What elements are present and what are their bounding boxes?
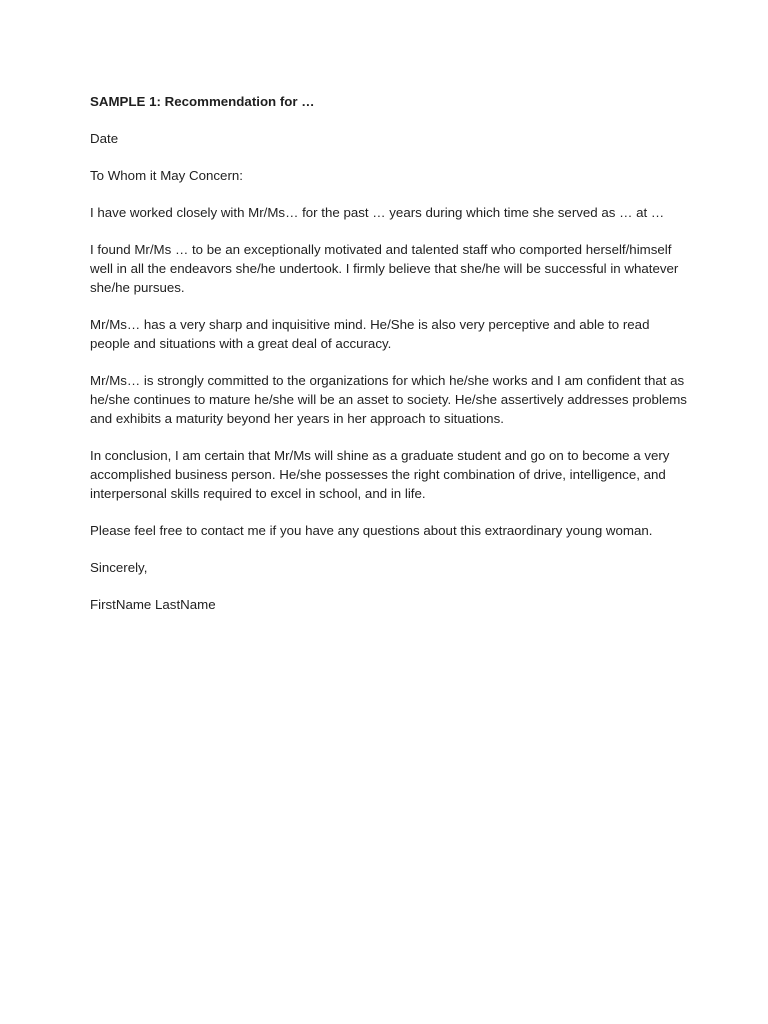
- letter-closing: Sincerely,: [90, 560, 148, 575]
- letter-salutation: To Whom it May Concern:: [90, 168, 243, 183]
- body-paragraph-6: Please feel free to contact me if you have any questions about this extraordinary young woman.: [90, 523, 653, 538]
- body-paragraph-1: I have worked closely with Mr/Ms… for the past … years during which time she served as … at …: [90, 205, 665, 220]
- body-paragraph-3: Mr/Ms… has a very sharp and inquisitive mind. He/She is also very perceptive and able to read people and situations with a great deal of accuracy.: [90, 317, 650, 351]
- body-paragraph-5: In conclusion, I am certain that Mr/Ms will shine as a graduate student and go on to become a very accomplished business person. He/she possesses the right combination of drive, intelligence, and interpersonal skills required to excel in school, and in life.: [90, 448, 670, 501]
- letter-date: Date: [90, 131, 119, 146]
- body-paragraph-2: I found Mr/Ms … to be an exceptionally motivated and talented staff who comported herself/himself well in all the endeavors she/he undertook. I firmly believe that she/he will be successful in whatever she/he pursues.: [90, 242, 679, 295]
- body-paragraph-4: Mr/Ms… is strongly committed to the organizations for which he/she works and I am confident that as he/she continues to mature he/she will be an asset to society. He/she assertively addresses problems and exhibits a maturity beyond her years in her approach to situations.: [90, 373, 687, 426]
- letter-signature: FirstName LastName: [90, 597, 216, 612]
- letter-title: SAMPLE 1: Recommendation for …: [90, 94, 315, 109]
